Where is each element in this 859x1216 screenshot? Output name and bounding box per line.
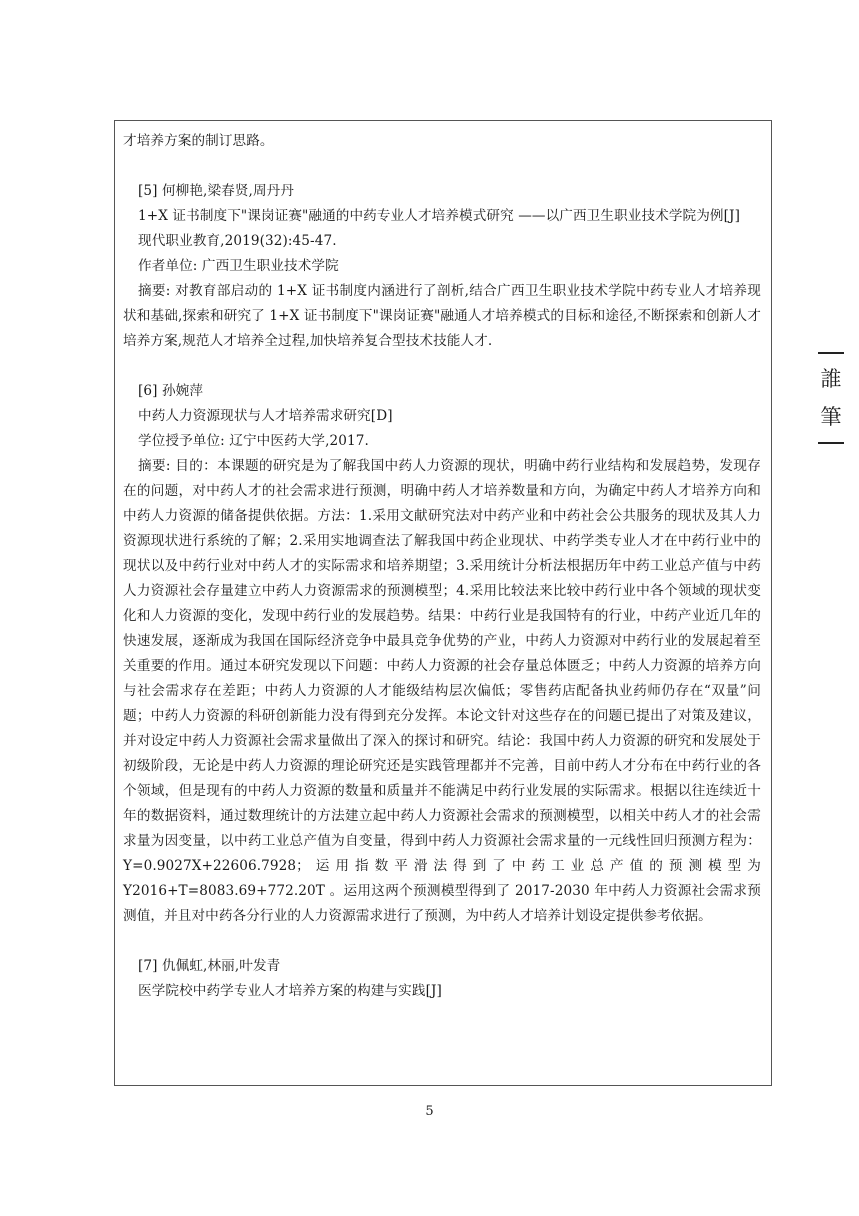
ref5-authors: [5] 何柳艳,梁春贤,周丹丹 (138, 183, 295, 199)
ref5-title: 1+X 证书制度下"课岗证赛"融通的中药专业人才培养模式研究 ——以广西卫生职业技术学院为例[J] (138, 208, 740, 224)
content-frame (114, 120, 772, 1086)
seal-char-2: 筆 (820, 405, 842, 429)
ref6-abstract: 摘要: 目的：本课题的研究是为了解我国中药人力资源的现状，明确中药行业结构和发展趋势，发现存在的问题，对中药人才的社会需求进行预测，明确中药人才培养数量和方向，为确定中药人才培养方向和中药人力资源的储备提供依据。方法：1.采用文献研究法对中药产业和中药社会公共服务的现状及其人力资源现状进行系统的了解；2.采用实地调查法了解我国中药企业现状、中药学类专业人才在中药行业中的现状以及中药行业对中药人才的实际需求和培养期望；3.采用统计分析法根据历年中药工业总产值与中药人力资源社会存量建立中药人力资源需求的预测模型；4.采用比较法来比较中药行业中各个领域的现状变化和人力资源的变化，发现中药行业的发展趋势。结果：中药行业是我国特有的行业，中药产业近几年的快速发展，逐渐成为我国在国际经济竞争中最具竞争优势的产业，中药人力资源对中药行业的发展起着至关重要的作用。通过本研究发现以下问题：中药人力资源的社会存量总体匮乏；中药人力资源的培养方向与社会需求存在差距；中药人力资源的人才能级结构层次偏低；零售药店配备执业药师仍存在“双量”问题；中药人力资源的科研创新能力没有得到充分发挥。本论文针对这些存在的问题已提出了对策及建议，并对设定中药人力资源社会需求量做出了深入的探讨和研究。结论：我国中药人力资源的研究和发展处于初级阶段，无论是中药人力资源的理论研究还是实践管理都并不完善，目前中药人才分布在中药行业的各个领域，但是现有的中药人力资源的数量和质量并不能满足中药行业发展的实际需求。根据以往连续近十年的数据资料，通过数理统计的方法建立起中药人力资源社会需求的预测模型，以相关中药人才的社会需求量为因变量，以中药工业总产值为自变量，得到中药人力资源社会需求量的一元线性回归预测方程为：Y=0.9027X+22606.7928；运用指数平滑法得到了中药工业总产值的预测模型为 Y2016+T=8083.69+772.20T 。运用这两个预测模型得到了 2017-2030 年中药人力资源社会需求预测值，并且对中药各分行业的人力资源需求进行了预测，为中药人才培养计划设定提供参考依据。 (123, 458, 761, 924)
side-seal-mark (818, 352, 844, 444)
ref5-source: 现代职业教育,2019(32):45-47. (138, 233, 337, 249)
ref6-title: 中药人力资源现状与人才培养需求研究[D] (138, 408, 393, 424)
ref5-affiliation: 作者单位: 广西卫生职业技术学院 (138, 258, 339, 274)
ref7-title: 医学院校中药学专业人才培养方案的构建与实践[J] (138, 983, 442, 999)
references-text (123, 129, 761, 1004)
ref5-abstract: 摘要: 对教育部启动的 1+X 证书制度内涵进行了剖析,结合广西卫生职业技术学院中药专业人才培养现状和基础,探索和研究了 1+X 证书制度下"课岗证赛"融通人才培养模式的目标和途径,不断探索和创新人才培养方案,规范人才培养全过程,加快培养复合型技术技能人才. (123, 283, 761, 349)
seal-char-1: 誰 (820, 367, 842, 391)
intro-tail: 才培养方案的制订思路。 (123, 133, 274, 149)
ref6-authors: [6] 孙婉萍 (138, 383, 204, 399)
ref7-authors: [7] 仇佩虹,林丽,叶发青 (138, 958, 281, 974)
page-number: 5 (425, 1104, 434, 1119)
ref6-source: 学位授予单位: 辽宁中医药大学,2017. (138, 433, 369, 449)
